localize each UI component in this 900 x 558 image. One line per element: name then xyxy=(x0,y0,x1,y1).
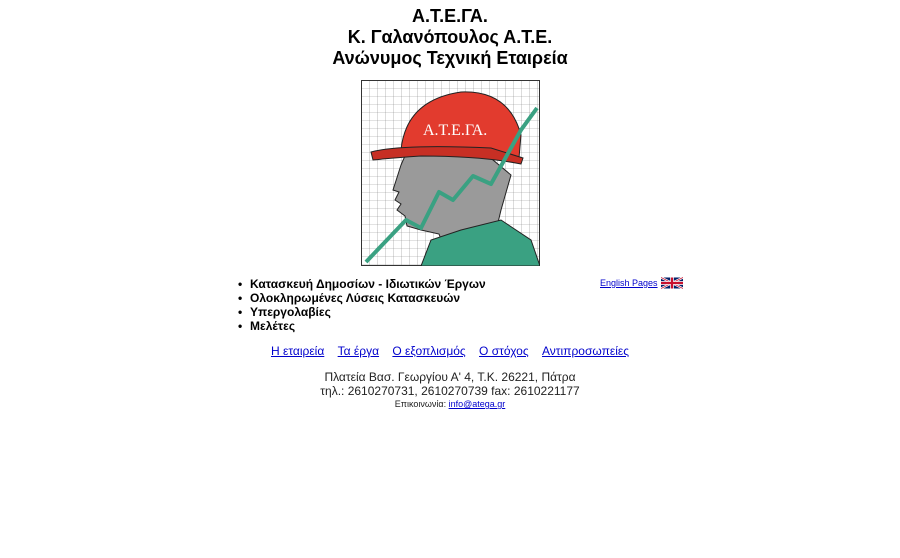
list-item: • Ολοκληρωμένες Λύσεις Κατασκευών xyxy=(238,291,486,305)
footer xyxy=(0,370,900,410)
company-type: Ανώνυμος Τεχνική Εταιρεία xyxy=(332,48,568,68)
company-name: Κ. Γαλανόπουλος Α.Τ.Ε. xyxy=(347,27,553,47)
list-item: • Κατασκευή Δημοσίων - Ιδιωτικών Έργων xyxy=(238,277,486,291)
contact-label: Επικοινωνία: xyxy=(394,399,447,409)
services-list xyxy=(238,277,486,333)
nav-link-projects[interactable]: Τα έργα xyxy=(337,344,380,358)
english-pages-link[interactable]: English Pages xyxy=(600,278,658,288)
uk-flag-icon[interactable] xyxy=(661,277,683,289)
address-text: Πλατεία Βασ. Γεωργίου Α' 4, Τ.Κ. 26221, Πάτρα xyxy=(324,370,576,384)
phone-text: τηλ.: 2610270731, 2610270739 fax: 2610221177 xyxy=(320,384,580,398)
english-pages xyxy=(600,277,683,289)
company-title xyxy=(0,6,900,69)
company-logo xyxy=(361,80,540,266)
company-acronym: Α.Τ.Ε.ΓΑ. xyxy=(412,6,488,26)
nav-link-representatives[interactable]: Αντιπροσωπείες xyxy=(541,344,629,358)
email-link[interactable]: info@atega.gr xyxy=(448,399,506,409)
helmet-text: Α.Τ.Ε.ΓΑ. xyxy=(423,122,488,139)
list-item: • Υπεργολαβίες xyxy=(238,305,486,319)
main-nav xyxy=(0,344,900,358)
list-item: • Μελέτες xyxy=(238,319,486,333)
nav-link-equipment[interactable]: Ο εξοπλισμός xyxy=(392,344,466,358)
nav-link-company[interactable]: Η εταιρεία xyxy=(270,344,325,358)
nav-link-goal[interactable]: Ο στόχος xyxy=(479,344,529,358)
contact-line xyxy=(0,398,900,410)
